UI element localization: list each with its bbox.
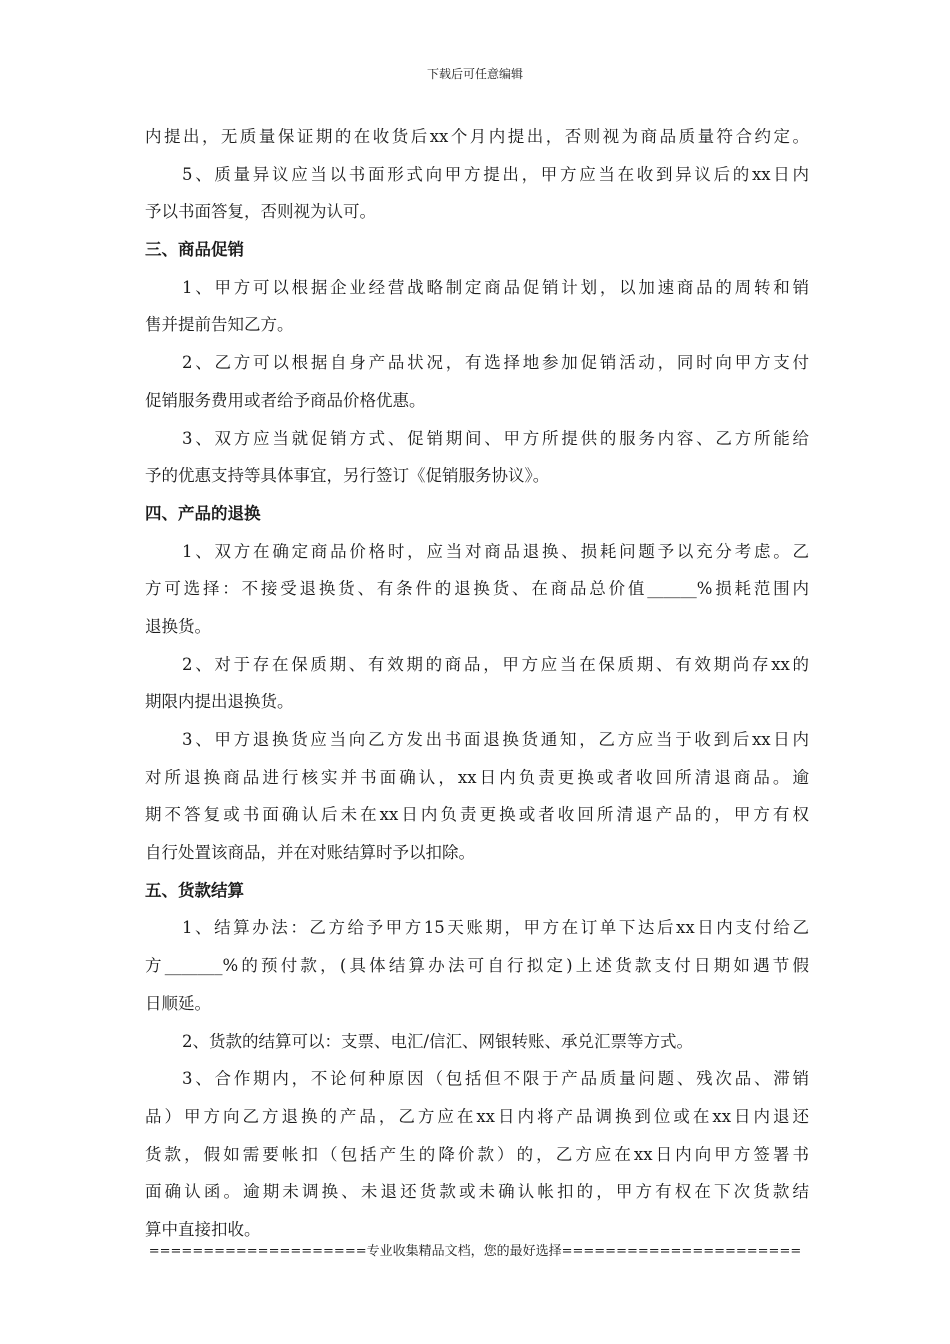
text-line: 期不答复或书面确认后未在xx日内负责更换或者收回所清退产品的，甲方有权 — [145, 805, 809, 825]
text-line: 1、双方在确定商品价格时，应当对商品退换、损耗问题予以充分考虑。乙 — [182, 541, 809, 561]
text-line: 内提出，无质量保证期的在收货后xx个月内提出，否则视为商品质量符合约定。 — [145, 127, 809, 146]
text-line: 2、对于存在保质期、有效期的商品，甲方应当在保质期、有效期尚存xx的 — [182, 654, 809, 674]
text-line: 3、合作期内，不论何种原因（包括但不限于产品质量问题、残次品、滞销 — [182, 1069, 809, 1089]
text-line: 自行处置该商品，并在对账结算时予以扣除。 — [145, 843, 475, 863]
text-line: 3、双方应当就促销方式、促销期间、甲方所提供的服务内容、乙方所能给 — [182, 428, 809, 448]
text-line: 方可选择：不接受退换货、有条件的退换货、在商品总价值______%损耗范围内 — [145, 579, 809, 599]
text-line: 促销服务费用或者给予商品价格优惠。 — [145, 390, 426, 410]
text-line: 日顺延。 — [145, 993, 211, 1013]
text-line: 5、质量异议应当以书面形式向甲方提出，甲方应当在收到异议后的xx日内 — [182, 164, 809, 184]
text-line: 1、甲方可以根据企业经营战略制定商品促销计划，以加速商品的周转和销 — [182, 277, 809, 297]
text-line: 方_______%的预付款，(具体结算办法可自行拟定)上述货款支付日期如遇节假 — [145, 956, 809, 976]
document-body — [145, 118, 809, 1249]
text-line: 对所退换商品进行核实并书面确认，xx日内负责更换或者收回所清退商品。逾 — [145, 767, 809, 787]
section-heading: 五、货款结算 — [145, 880, 244, 900]
text-line: 2、货款的结算可以：支票、电汇/信汇、网银转账、承兑汇票等方式。 — [182, 1031, 694, 1051]
text-line: 退换货。 — [145, 616, 211, 636]
text-line: 期限内提出退换货。 — [145, 692, 294, 712]
text-line: 售并提前告知乙方。 — [145, 315, 294, 335]
text-line: 货款，假如需要帐扣（包括产生的降价款）的，乙方应在xx日内向甲方签署书 — [145, 1144, 809, 1164]
section-heading: 四、产品的退换 — [145, 503, 261, 523]
section-heading: 三、商品促销 — [145, 240, 244, 260]
text-line: 品）甲方向乙方退换的产品，乙方应在xx日内将产品调换到位或在xx日内退还 — [145, 1106, 809, 1126]
page-footer: ====================专业收集精品文档，您的最好选择====================== — [148, 1244, 802, 1259]
text-line: 2、乙方可以根据自身产品状况，有选择地参加促销活动，同时向甲方支付 — [182, 353, 809, 373]
text-line: 予的优惠支持等具体事宜，另行签订《促销服务协议》。 — [145, 466, 550, 486]
text-line: 面确认函。逾期未调换、未退还货款或未确认帐扣的，甲方有权在下次货款结 — [145, 1182, 809, 1202]
text-line: 予以书面答复，否则视为认可。 — [145, 202, 376, 222]
text-line: 算中直接扣收。 — [145, 1219, 261, 1239]
text-line: 1、结算办法：乙方给予甲方15天账期，甲方在订单下达后xx日内支付给乙 — [182, 918, 809, 938]
page-header: 下载后可任意编辑 — [426, 67, 523, 81]
text-line: 3、甲方退换货应当向乙方发出书面退换货通知，乙方应当于收到后xx日内 — [182, 730, 809, 749]
